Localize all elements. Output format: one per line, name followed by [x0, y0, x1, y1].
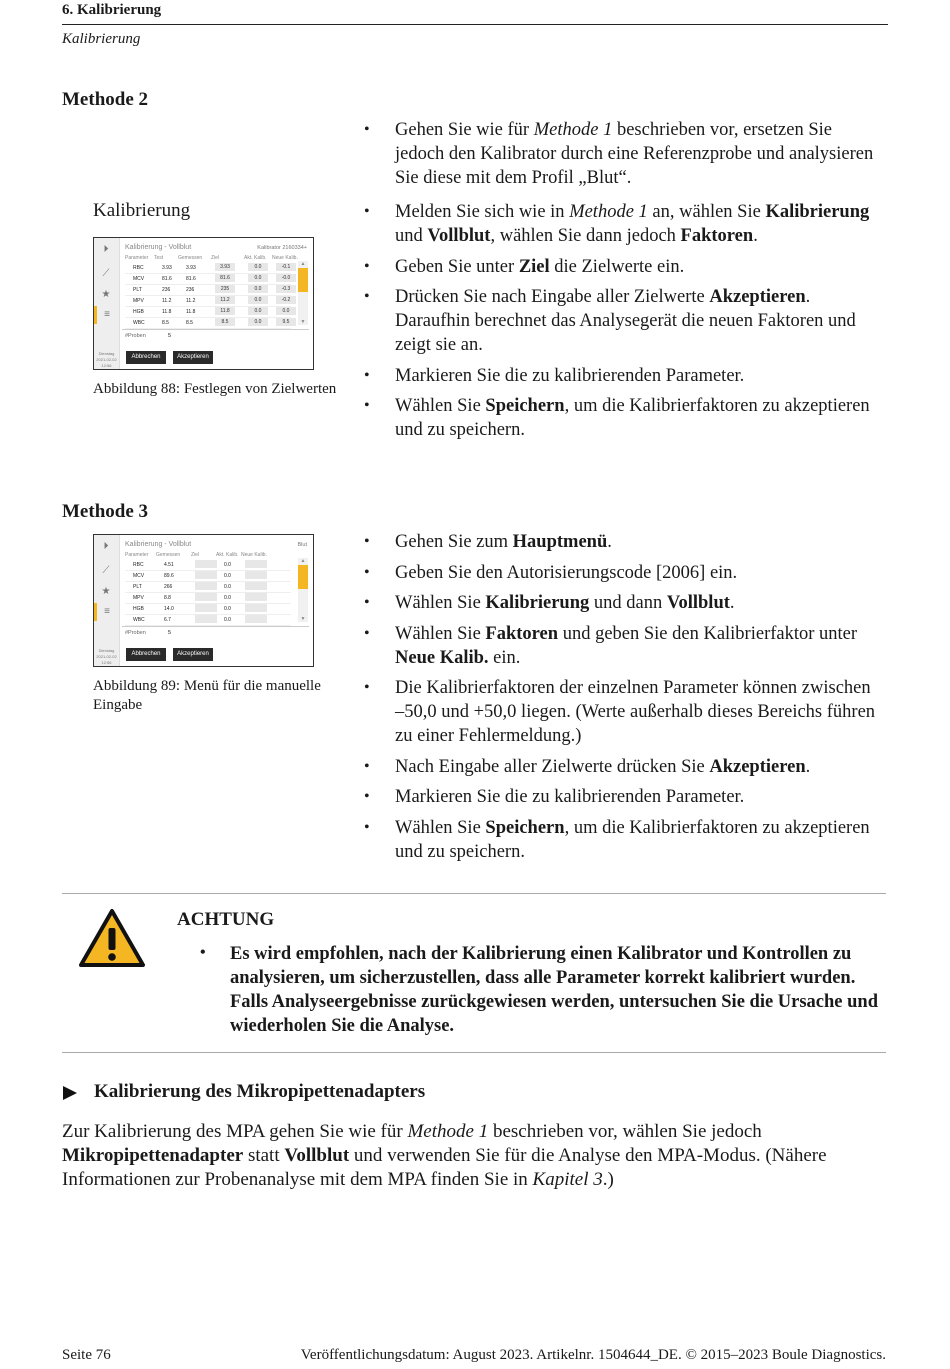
screen-separator	[122, 329, 309, 330]
header-rule	[62, 24, 888, 25]
scrollbar-thumb[interactable]	[298, 268, 308, 292]
text-run: Nach Eingabe aller Zielwerte drücken Sie	[395, 756, 710, 777]
text-run: Akzeptieren	[709, 287, 806, 307]
text-run: Speichern	[485, 396, 565, 416]
table-row[interactable]	[94, 296, 294, 306]
value-field[interactable]	[245, 560, 267, 568]
text-run: und geben Sie den Kalibrierfaktor unter	[558, 623, 858, 644]
step-bullet	[364, 676, 876, 748]
parameter-name: RBC	[133, 265, 144, 271]
text-run: , um die Kalibrierfaktoren zu akzeptieren und zu speichern.	[395, 817, 870, 862]
text-run: Wählen Sie	[395, 396, 486, 416]
methode2-steps-list	[364, 200, 876, 442]
parameter-name: MPV	[133, 298, 144, 304]
column-header: Neue Kalib.	[241, 552, 267, 558]
text-run: an, wählen Sie	[647, 202, 766, 222]
warning-top-rule	[62, 893, 886, 894]
text-run: Vollblut	[427, 226, 491, 246]
value-cell: 8.5	[186, 320, 193, 326]
cancel-button[interactable]: Abbrechen	[126, 648, 166, 661]
methode2-intro-bullet	[364, 118, 876, 190]
parameter-name: WBC	[133, 617, 145, 623]
step-bullet	[364, 285, 876, 357]
play-icon[interactable]: ⏵	[103, 541, 109, 552]
text-run: Methode 1	[569, 202, 648, 222]
value-field[interactable]: 81.6	[215, 274, 235, 282]
column-header: Ziel	[211, 255, 220, 261]
value-cell: 81.6	[162, 276, 172, 282]
table-row[interactable]	[94, 582, 294, 592]
column-header: Parameter	[125, 552, 149, 558]
text-run: Gehen Sie wie für	[395, 120, 534, 140]
value-field[interactable]	[195, 604, 217, 612]
text-run: Wählen Sie	[395, 817, 486, 838]
text-run: Methode 1	[407, 1121, 489, 1142]
value-field[interactable]	[245, 604, 267, 612]
star-icon[interactable]: ★	[101, 289, 111, 300]
value-field[interactable]	[195, 560, 217, 568]
text-run: Kalibrierung	[765, 202, 870, 222]
text-run: .	[753, 226, 758, 246]
cancel-button[interactable]: Abbrechen	[126, 351, 166, 364]
column-header: Gemessen	[156, 552, 181, 558]
text-run: Die Kalibrierfaktoren der einzelnen Parameter können zwischen –50,0 und +50,0 liegen. (Werte außerhalb dieses Bereichs führen zu einer Fehlermeldung.)	[395, 678, 876, 746]
table-row[interactable]	[94, 307, 294, 317]
scroll-up-icon[interactable]: ▲	[300, 261, 306, 267]
methode2-heading: Methode 2	[62, 89, 149, 110]
page-number: Seite 76	[62, 1347, 111, 1363]
parameter-name: MPV	[133, 595, 144, 601]
value-field[interactable]: -0.3	[276, 285, 296, 293]
scroll-down-icon[interactable]: ▼	[300, 616, 306, 622]
column-header: Akt. Kalib.	[216, 552, 239, 558]
text-run: , um die Kalibrierfaktoren zu akzeptieren und zu speichern.	[395, 396, 870, 440]
text-run: Mikropipettenadapter	[62, 1145, 244, 1166]
value-cell: 0.0	[224, 595, 231, 601]
parameter-name: MCV	[133, 276, 145, 282]
scroll-down-icon[interactable]: ▼	[300, 319, 306, 325]
methode3-steps-list	[364, 530, 876, 864]
value-cell: 266	[164, 584, 173, 590]
parameter-name: HGB	[133, 606, 144, 612]
text-run: Wählen Sie	[395, 623, 486, 644]
value-cell: 236	[162, 287, 171, 293]
value-field[interactable]: 0.0	[248, 274, 268, 282]
value-field[interactable]: -0.1	[276, 263, 296, 271]
warning-bullet: •	[200, 944, 206, 961]
text-run: Geben Sie den Autorisierungscode [2006] ein.	[395, 562, 738, 583]
section-title: Kalibrierung	[62, 31, 141, 47]
value-cell: 3.93	[162, 265, 172, 271]
step-bullet	[364, 561, 876, 585]
value-cell: 0.0	[224, 617, 231, 623]
text-run: .	[729, 593, 735, 613]
screen-scrollbar[interactable]	[298, 558, 308, 622]
table-row[interactable]	[94, 571, 294, 581]
text-run: .)	[602, 1169, 614, 1190]
column-header: Parameter	[125, 255, 149, 261]
value-field[interactable]: 0.0	[248, 318, 268, 326]
chart-icon[interactable]: ⟋	[102, 565, 110, 576]
warning-bottom-rule	[62, 1052, 886, 1053]
value-field[interactable]: 0.0	[248, 263, 268, 271]
warning-text: Es wird empfohlen, nach der Kalibrierung einen Kalibrator und Kontrollen zu analysieren, um sicherzustellen, dass alle Parameter korrekt kalibriert wurden. Falls Analyseergebnisse zurückgewiesen werden, untersuchen Sie die Ursache und wiederholen Sie die Analyse.	[230, 944, 879, 1036]
step-bullet	[364, 530, 876, 554]
column-header: Ziel	[191, 552, 200, 558]
chapter-title: 6. Kalibrierung	[62, 2, 162, 18]
column-header: Test	[154, 255, 164, 261]
text-run: Faktoren	[680, 226, 754, 246]
value-field[interactable]: 3.93	[215, 263, 235, 271]
play-icon[interactable]: ⏵	[103, 244, 109, 255]
text-run: Melden Sie sich wie in	[395, 202, 570, 222]
value-field[interactable]	[195, 593, 217, 601]
value-field[interactable]: 9.5	[276, 318, 296, 326]
text-run: , wählen Sie dann jedoch	[490, 226, 681, 246]
scrollbar-thumb[interactable]	[298, 565, 308, 589]
parameter-name: WBC	[133, 320, 145, 326]
menu-icon[interactable]: ≡	[94, 603, 117, 621]
text-run: Kalibrierung	[485, 593, 590, 613]
value-field[interactable]: 0.0	[248, 307, 268, 315]
screen-title: Kalibrierung - Vollblut	[125, 244, 192, 251]
scroll-up-icon[interactable]: ▲	[300, 558, 306, 564]
value-field[interactable]: 11.8	[215, 307, 235, 315]
text-run: beschrieben vor, ersetzen Sie jedoch den Kalibrator durch eine Referenzprobe und analysieren Sie diese mit dem Profil „Blut“.	[395, 120, 874, 188]
text-run: Wählen Sie	[395, 593, 486, 613]
text-run: ein.	[488, 647, 521, 668]
text-run: . Daraufhin berechnet das Analysegerät die neuen Faktoren und zeigt sie an.	[395, 287, 856, 355]
value-cell: 6.7	[164, 617, 171, 623]
text-run: Drücken Sie nach Eingabe aller Zielwerte	[395, 287, 710, 307]
screen-date: Dienstag 2021-02-02 12:56	[96, 351, 117, 368]
text-run: .	[805, 756, 811, 777]
text-run: Markieren Sie die zu kalibrierenden Parameter.	[395, 787, 745, 807]
mpa-paragraph	[62, 1120, 887, 1192]
text-run: Ziel	[518, 256, 550, 277]
value-cell: 0.0	[224, 573, 231, 579]
text-run: Faktoren	[485, 623, 559, 644]
table-row[interactable]	[94, 318, 294, 328]
table-row[interactable]	[94, 274, 294, 284]
text-run: Akzeptieren	[709, 756, 806, 777]
star-icon[interactable]: ★	[101, 586, 111, 597]
parameter-name: RBC	[133, 562, 144, 568]
step-bullet	[364, 255, 876, 279]
table-row[interactable]	[94, 593, 294, 603]
value-cell: 8.5	[162, 320, 169, 326]
methode2-side-label: Kalibrierung	[93, 200, 191, 221]
value-cell: 0.0	[224, 584, 231, 590]
step-bullet	[364, 364, 876, 388]
value-cell: 11.2	[186, 298, 196, 304]
column-header: Gemessen	[178, 255, 203, 261]
text-run: Vollblut	[284, 1145, 350, 1166]
value-field[interactable]	[245, 615, 267, 623]
screen-separator	[122, 626, 309, 627]
table-row[interactable]	[94, 560, 294, 570]
text-run: .	[607, 532, 612, 552]
text-run: Neue Kalib.	[395, 647, 489, 668]
value-cell: 81.6	[186, 276, 196, 282]
proben-label: #Proben	[125, 333, 146, 339]
proben-value: 5	[168, 630, 172, 636]
text-run: und	[395, 226, 428, 246]
value-cell: 89.6	[164, 573, 174, 579]
proben-label: #Proben	[125, 630, 146, 636]
column-header: Neue Kalib.	[272, 255, 298, 261]
value-field[interactable]	[195, 615, 217, 623]
text-run: Hauptmenü	[512, 532, 608, 552]
chart-icon[interactable]: ⟋	[102, 268, 110, 279]
table-row[interactable]	[94, 615, 294, 625]
menu-icon[interactable]: ≡	[94, 306, 117, 324]
value-cell: 0.0	[224, 606, 231, 612]
parameter-name: PLT	[133, 287, 142, 293]
mpa-heading: Kalibrierung des Mikropipettenadapters	[94, 1081, 426, 1102]
text-run: Gehen Sie zum	[395, 532, 513, 552]
figure-89-caption: Abbildung 89: Menü für die manuelle Eingabe	[93, 678, 321, 713]
text-run: die Zielwerte ein.	[549, 256, 685, 277]
screen-calibrator-label: Blut	[297, 542, 307, 548]
publication-info: Veröffentlichungsdatum: August 2023. Artikelnr. 1504644_DE. © 2015–2023 Boule Diagnostics.	[300, 1347, 886, 1363]
text-run: beschrieben vor, wählen Sie jedoch	[488, 1121, 762, 1142]
screenshot-festlegen-zielwerte	[93, 237, 314, 370]
value-cell: 3.93	[186, 265, 196, 271]
value-field[interactable]: 11.2	[215, 296, 235, 304]
figure-88-caption: Abbildung 88: Festlegen von Zielwerten	[93, 381, 337, 397]
value-cell: 4.51	[164, 562, 174, 568]
screen-scrollbar[interactable]	[298, 261, 308, 325]
text-run: Geben Sie unter	[395, 256, 519, 277]
methode3-heading: Methode 3	[62, 501, 149, 522]
accept-button[interactable]: Akzeptieren	[173, 351, 213, 364]
parameter-name: HGB	[133, 309, 144, 315]
value-cell: 11.8	[186, 309, 196, 315]
step-bullet	[364, 591, 876, 615]
text-run: und dann	[589, 593, 667, 613]
value-cell: 14.0	[164, 606, 174, 612]
methode2-intro-list	[364, 118, 876, 190]
value-cell: 236	[186, 287, 195, 293]
step-bullet	[364, 755, 876, 779]
step-bullet	[364, 816, 876, 864]
value-cell: 11.2	[162, 298, 172, 304]
text-run: Speichern	[485, 817, 565, 838]
text-run: Zur Kalibrierung des MPA gehen Sie wie für	[62, 1121, 408, 1142]
step-bullet	[364, 200, 876, 248]
warning-title: ACHTUNG	[177, 909, 275, 930]
step-bullet	[364, 622, 876, 670]
text-run: Kapitel 3	[532, 1169, 603, 1190]
value-field[interactable]: 0.0	[248, 296, 268, 304]
proben-value: 5	[168, 333, 172, 339]
value-field[interactable]: -0.0	[276, 274, 296, 282]
accept-button[interactable]: Akzeptieren	[173, 648, 213, 661]
value-field[interactable]	[245, 571, 267, 579]
warning-icon	[78, 908, 146, 968]
value-cell: 11.8	[162, 309, 172, 315]
screen-title: Kalibrierung - Vollblut	[125, 541, 192, 548]
text-run: und verwenden Sie für die Analyse den MPA-Modus. (Nähere Informationen zur Probenanalyse mit dem MPA finden Sie in	[62, 1145, 827, 1190]
triangle-bullet-icon	[63, 1086, 77, 1105]
table-row[interactable]	[94, 604, 294, 614]
text-run: statt	[243, 1145, 285, 1166]
screen-date: Dienstag 2021-02-02 12:56	[96, 648, 117, 665]
value-field[interactable]: -0.2	[276, 296, 296, 304]
value-field[interactable]: 0.0	[248, 285, 268, 293]
table-row[interactable]	[94, 285, 294, 295]
value-field[interactable]: 0.0	[276, 307, 296, 315]
text-run: Methode 1	[533, 120, 613, 140]
screen-calibrator-label: Kalibrator 2160334+	[257, 245, 307, 251]
parameter-name: MCV	[133, 573, 145, 579]
step-bullet	[364, 394, 876, 442]
column-header: Akt. Kalib.	[244, 255, 267, 261]
value-field[interactable]: 235	[215, 285, 235, 293]
value-field[interactable]	[245, 593, 267, 601]
value-field[interactable]	[245, 582, 267, 590]
value-cell: 0.0	[224, 562, 231, 568]
value-field[interactable]	[195, 571, 217, 579]
text-run: Markieren Sie die zu kalibrierenden Parameter.	[395, 365, 745, 386]
table-row[interactable]	[94, 263, 294, 273]
value-field[interactable]: 8.5	[215, 318, 235, 326]
text-run: Vollblut	[666, 593, 730, 613]
step-bullet	[364, 785, 876, 809]
screenshot-manuelle-eingabe	[93, 534, 314, 667]
value-cell: 8.8	[164, 595, 171, 601]
value-field[interactable]	[195, 582, 217, 590]
parameter-name: PLT	[133, 584, 142, 590]
